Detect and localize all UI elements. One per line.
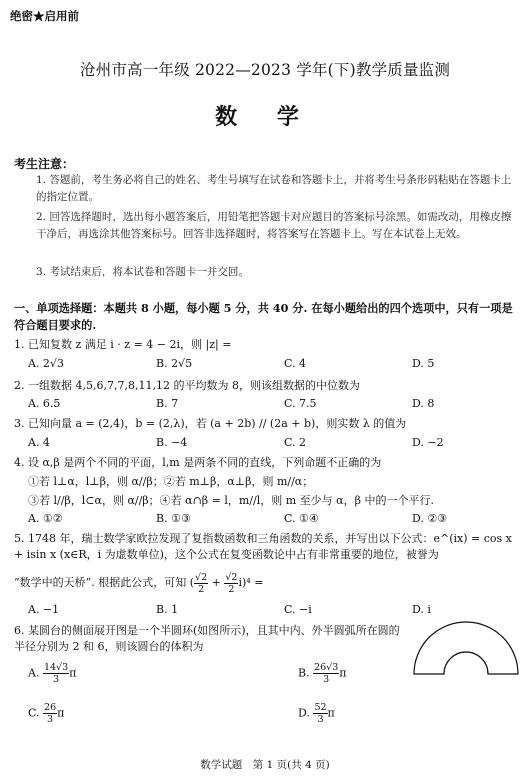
question-6-option-c-label: C. xyxy=(28,706,40,720)
question-3-stem: 3. 已知向量 a = (2,4)，b = (2,λ)，若 (a + 2b) // (2a + b)，则实数 λ 的值为 xyxy=(14,417,407,430)
question-6-stem: 6. 某圆台的侧面展开图是一个半圆环(如图所示)，且其中内、外半圆弧所在圆的半径分别为 2 和 6，则该圆台的体积为 xyxy=(14,624,400,653)
question-6-option-d-label: D. xyxy=(298,706,310,720)
question-1-option-b: B. 2√5 xyxy=(156,357,193,370)
notice-title: 考生注意： xyxy=(14,157,75,171)
question-5-fraction-2-den: 2 xyxy=(228,583,235,595)
question-6-option-a xyxy=(28,662,76,685)
question-5-option-a: A. −1 xyxy=(28,603,60,616)
question-1-option-c: C. 4 xyxy=(284,357,307,370)
question-5-fraction-2 xyxy=(224,572,238,595)
question-1-option-a: A. 2√3 xyxy=(28,357,64,370)
question-6-option-a-fraction xyxy=(43,662,69,685)
question-5-option-b: B. 1 xyxy=(156,603,179,616)
question-6-option-d-num: 52 xyxy=(314,702,327,713)
question-4-options xyxy=(28,512,508,528)
question-4-stem: 4. 设 α,β 是两个不同的平面，l,m 是两条不同的直线，下列命题不正确的为 xyxy=(14,456,382,469)
question-3-option-a: A. 4 xyxy=(28,436,50,449)
question-6-option-d-den: 3 xyxy=(317,714,324,725)
question-5-stem-2-before: “数学中的天桥”. 根据此公式，可知 ( xyxy=(14,576,195,589)
question-5-fraction-1-den: 2 xyxy=(198,583,205,595)
exam-title: 沧州市高一年级 2022—2023 学年(下)教学质量监测 xyxy=(79,61,451,79)
question-5-stem: 5. 1748 年，瑞士数学家欧拉发现了复指数函数和三角函数的关系，并写出以下公式：e^(ix) = cos x + isin x (x∈R，i 为虚数单位)，这个公式在复变函数论中占有非常重要的地位，被誉为 xyxy=(14,532,512,561)
question-4-option-c: C. ①④ xyxy=(284,512,319,525)
question-2-option-a: A. 6.5 xyxy=(28,397,61,410)
question-6-option-a-pi: π xyxy=(69,666,77,680)
question-6-option-d-fraction xyxy=(313,702,327,725)
question-6-option-c-fraction xyxy=(43,702,57,725)
question-4-line-1: ①若 l⊥α，l⊥β，则 α//β；②若 m⊥β，α⊥β，则 m//α； xyxy=(28,475,314,488)
question-1-options xyxy=(28,357,508,373)
question-5-i: i xyxy=(238,576,242,589)
question-5-fraction-2-num: √2 xyxy=(225,571,238,583)
question-5-fraction-1 xyxy=(194,572,208,595)
question-6-option-b-pi: π xyxy=(339,666,347,680)
question-5-plus: + xyxy=(208,576,225,589)
section-heading xyxy=(14,300,520,334)
half-ring-figure xyxy=(410,610,522,680)
question-6-option-a-label: A. xyxy=(28,666,40,680)
question-1-option-d: D. 5 xyxy=(412,357,435,370)
question-3-option-c: C. 2 xyxy=(284,436,307,449)
question-5-option-c: C. −i xyxy=(284,603,312,616)
question-1-stem: 1. 已知复数 z 满足 i · z = 4 − 2i，则 |z| = xyxy=(14,338,232,351)
question-6-option-b xyxy=(298,662,347,685)
question-2-option-b: B. 7 xyxy=(156,397,179,410)
question-6-option-c-den: 3 xyxy=(47,714,54,725)
question-4-option-d: D. ②③ xyxy=(412,512,448,525)
question-5-option-d: D. i xyxy=(412,603,431,616)
half-ring-shape xyxy=(414,622,518,674)
question-6-option-a-num: 14√3 xyxy=(43,662,69,673)
question-6-option-d xyxy=(298,702,335,725)
notice-item-1: 1. 答题前，考生务必将自己的姓名、考生号填写在试卷和答题卡上，并将考生号条形码粘贴在答题卡上的指定位置。 xyxy=(36,174,512,203)
question-2-option-c: C. 7.5 xyxy=(284,397,317,410)
question-5-fraction-1-num: √2 xyxy=(195,571,208,583)
question-5-stem-2 xyxy=(14,568,520,598)
question-6-option-b-num: 26√3 xyxy=(314,662,339,673)
question-3-options xyxy=(28,436,508,452)
question-3-option-d: D. −2 xyxy=(412,436,444,449)
subject-title: 数 学 xyxy=(215,104,315,130)
question-6-option-b-fraction xyxy=(313,662,339,685)
question-4-option-b: B. ①③ xyxy=(156,512,191,525)
question-2-stem: 2. 一组数据 4,5,6,7,7,8,11,12 的平均数为 8，则该组数据的中位数为 xyxy=(14,379,360,392)
notice-item-3: 3. 考试结束后，将本试卷和答题卡一并交回。 xyxy=(36,266,249,278)
section-heading-text: 本题共 8 小题，每小题 5 分，共 40 分. 在每小题给出的四个选项中，只有一项是符合题目要求的. xyxy=(14,301,513,332)
question-2-option-d: D. 8 xyxy=(412,397,435,410)
question-4-option-a: A. ①② xyxy=(28,512,63,525)
question-6-option-d-pi: π xyxy=(327,706,335,720)
question-6-option-c-num: 26 xyxy=(44,702,57,713)
question-3-option-b: B. −4 xyxy=(156,436,188,449)
question-4-line-2: ③若 l//β，l⊂α，则 α//β；④若 α∩β = l，m//l，则 m 至少与 α，β 中的一个平行. xyxy=(28,494,434,507)
question-6-option-c xyxy=(28,702,64,725)
question-6-option-b-label: B. xyxy=(298,666,310,680)
question-5-stem-2-after: )⁴ = xyxy=(242,576,264,589)
secret-label: 绝密★启用前 xyxy=(10,9,79,23)
notice-item-2: 2. 回答选择题时，选出每小题答案后，用铅笔把答题卡对应题目的答案标号涂黑。如需改动，用橡皮擦干净后，再选涂其他答案标号。回答非选择题时，将答案写在答题卡上。写在本试卷上无效。 xyxy=(36,211,512,240)
page-footer: 数学试题 第 1 页(共 4 页) xyxy=(200,759,330,771)
section-heading-label: 一、单项选择题： xyxy=(14,301,104,315)
question-6-option-b-den: 3 xyxy=(323,674,330,685)
question-6-option-a-den: 3 xyxy=(53,674,60,685)
question-6-option-c-pi: π xyxy=(57,706,65,720)
question-2-options xyxy=(28,397,508,413)
